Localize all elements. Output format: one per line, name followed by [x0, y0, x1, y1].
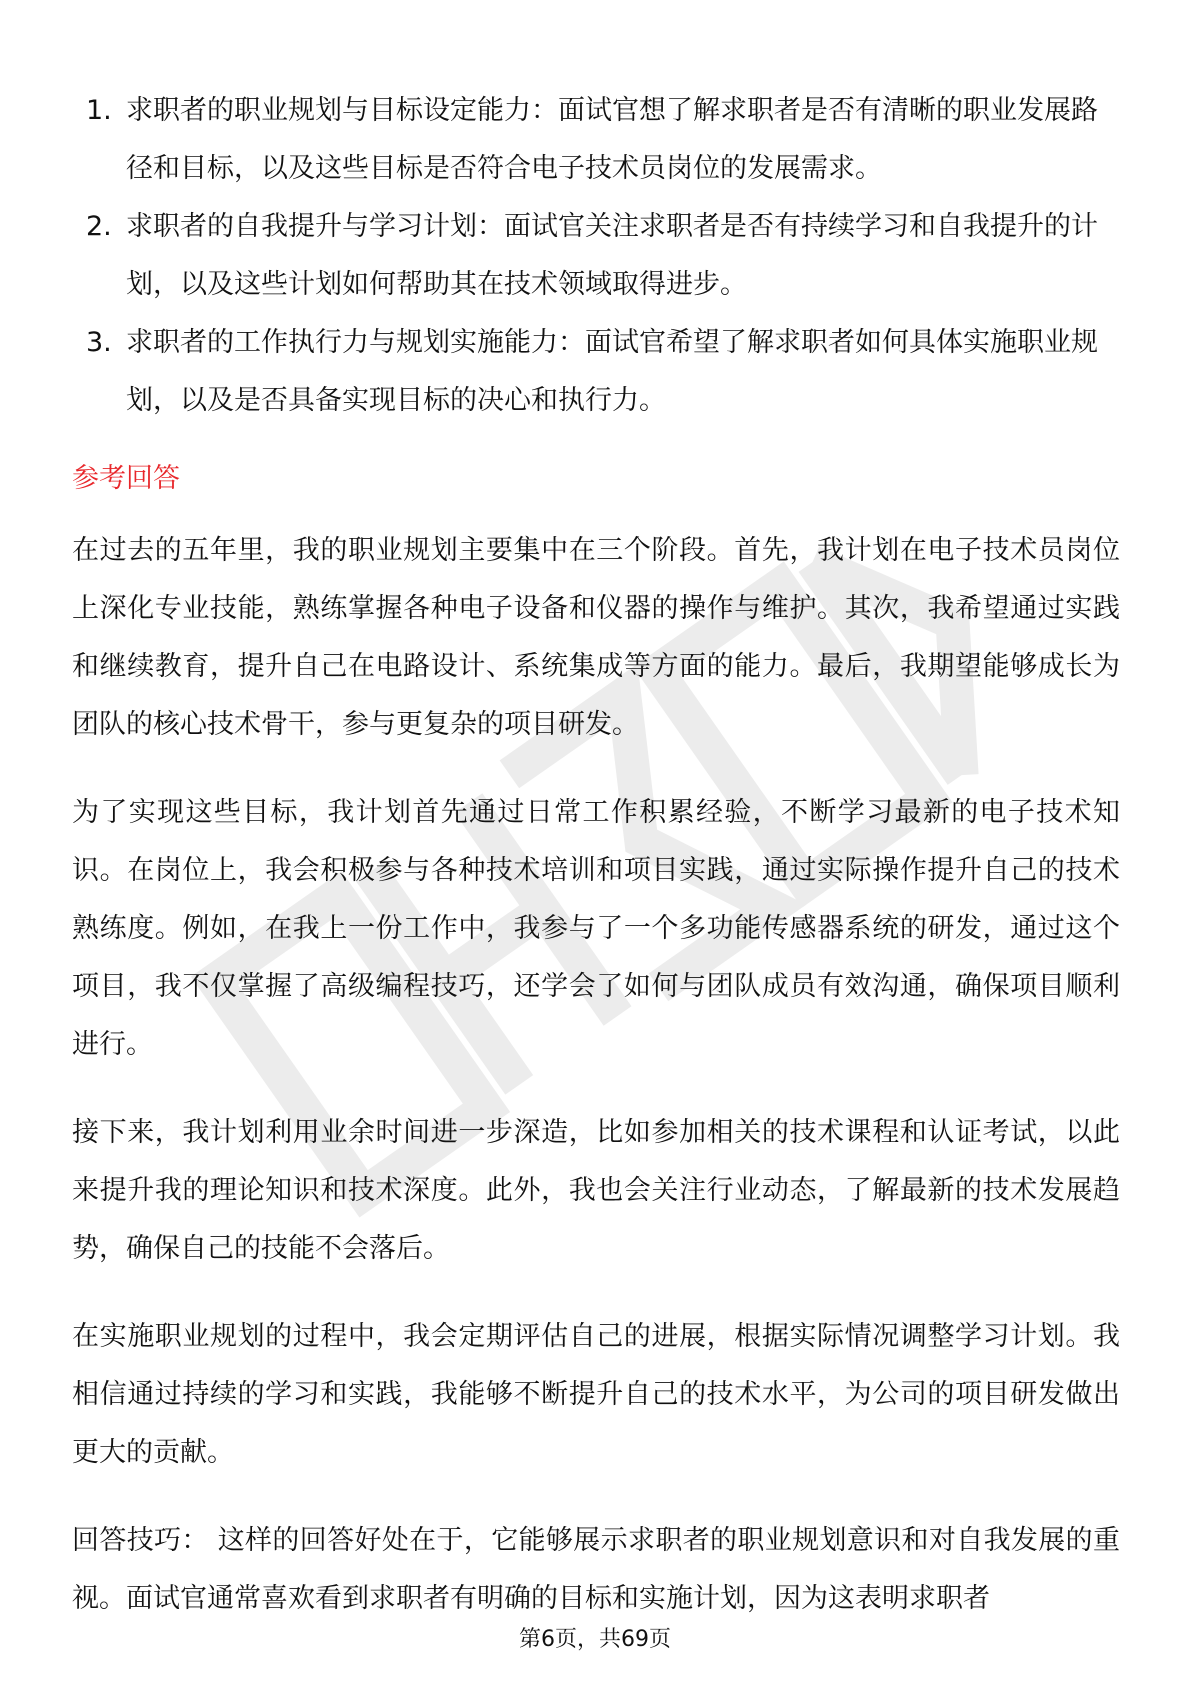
list-item-number: 1. — [86, 95, 112, 126]
list-item — [72, 82, 1120, 198]
list-item-number: 3. — [86, 327, 112, 358]
list-item-text: 求职者的职业规划与目标设定能力：面试官想了解求职者是否有清晰的职业发展路径和目标，以及这些目标是否符合电子技术员岗位的发展需求。 — [126, 95, 1098, 184]
list-item — [72, 198, 1120, 314]
interviewer-focus-list — [72, 82, 1120, 430]
list-item-number: 2. — [86, 211, 112, 242]
paragraph: 为了实现这些目标，我计划首先通过日常工作积累经验，不断学习最新的电子技术知识。在岗位上，我会积极参与各种技术培训和项目实践，通过实际操作提升自己的技术熟练度。例如，在我上一份工作中，我参与了一个多功能传感器系统的研发，通过这个项目，我不仅掌握了高级编程技巧，还学会了如何与团队成员有效沟通，确保项目顺利进行。 — [72, 797, 1120, 1060]
list-item-text: 求职者的自我提升与学习计划：面试官关注求职者是否有持续学习和自我提升的计划，以及这些计划如何帮助其在技术领域取得进步。 — [126, 211, 1098, 300]
section-heading: 参考回答 — [72, 463, 180, 494]
document-body — [72, 82, 1120, 1658]
list-item-text: 求职者的工作执行力与规划实施能力：面试官希望了解求职者如何具体实施职业规划，以及是否具备实现目标的决心和执行力。 — [126, 327, 1098, 416]
page-number-footer: 第6页，共69页 — [519, 1627, 671, 1652]
paragraph: 在过去的五年里，我的职业规划主要集中在三个阶段。首先，我计划在电子技术员岗位上深化专业技能，熟练掌握各种电子设备和仪器的操作与维护。其次，我希望通过实践和继续教育，提升自己在电路设计、系统集成等方面的能力。最后，我期望能够成长为团队的核心技术骨干，参与更复杂的项目研发。 — [72, 535, 1120, 740]
paragraph: 接下来，我计划利用业余时间进一步深造，比如参加相关的技术课程和认证考试，以此来提升我的理论知识和技术深度。此外，我也会关注行业动态，了解最新的技术发展趋势，确保自己的技能不会落后。 — [72, 1117, 1120, 1264]
answer-tips-paragraph: 回答技巧： 这样的回答好处在于，它能够展示求职者的职业规划意识和对自我发展的重视。面试官通常喜欢看到求职者有明确的目标和实施计划，因为这表明求职者 — [72, 1525, 1120, 1614]
list-item — [72, 314, 1120, 430]
paragraph: 在实施职业规划的过程中，我会定期评估自己的进展，根据实际情况调整学习计划。我相信通过持续的学习和实践，我能够不断提升自己的技术水平，为公司的项目研发做出更大的贡献。 — [72, 1321, 1120, 1468]
